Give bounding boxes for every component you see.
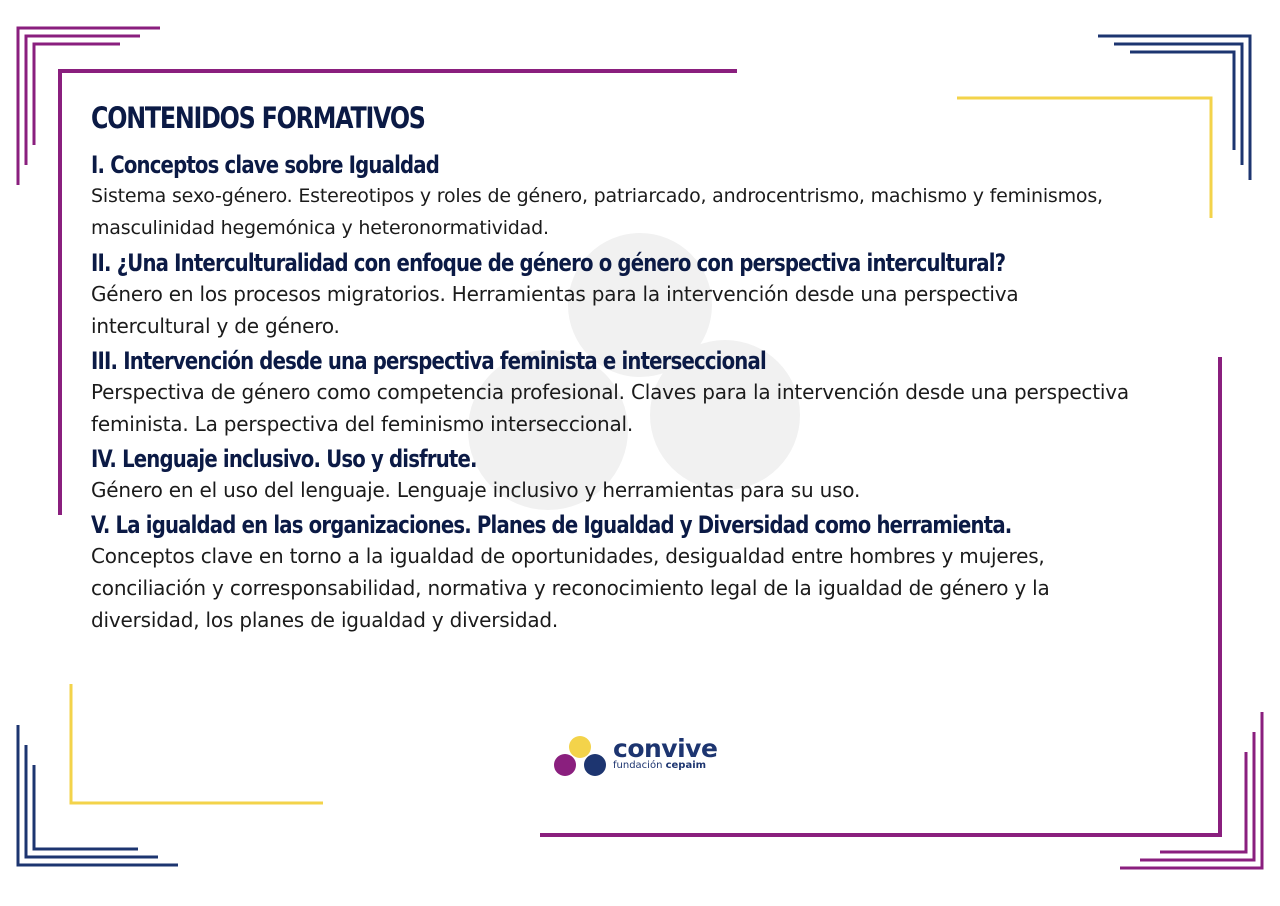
section-1 [91, 150, 1201, 244]
body-line: Género en los procesos migratorios. Herramientas para la intervención desde una perspectiva [91, 282, 1019, 306]
body-line: masculinidad hegemónica y heteronormatividad. [91, 217, 549, 239]
section-2 [91, 248, 1201, 342]
convive-logo [552, 734, 727, 778]
section-heading: II. ¿Una Interculturalidad con enfoque de género o género con perspectiva intercultural? [91, 249, 1006, 277]
body-line: diversidad, los planes de igualdad y diversidad. [91, 608, 559, 632]
body-line: conciliación y corresponsabilidad, normativa y reconocimiento legal de la igualdad de género y la [91, 576, 1050, 600]
logo-sub-prefix: fundación [613, 760, 666, 771]
three-circles-icon [552, 734, 610, 778]
body-line: Conceptos clave en torno a la igualdad de oportunidades, desigualdad entre hombres y mujeres, [91, 544, 1045, 568]
section-body [91, 278, 1201, 342]
section-3 [91, 346, 1201, 440]
logo-subtitle [613, 760, 706, 771]
logo-name: convive [613, 734, 718, 763]
body-line: feminista. La perspectiva del feminismo interseccional. [91, 412, 634, 436]
page-title: CONTENIDOS FORMATIVOS [91, 101, 425, 135]
section-5 [91, 510, 1201, 636]
section-body [91, 474, 1201, 506]
section-body [91, 180, 1201, 244]
section-heading: I. Conceptos clave sobre Igualdad [91, 151, 440, 179]
body-line: Género en el uso del lenguaje. Lenguaje inclusivo y herramientas para su uso. [91, 478, 861, 502]
section-body [91, 540, 1201, 636]
body-line: Sistema sexo-género. Estereotipos y roles de género, patriarcado, androcentrismo, machismo y feminismos, [91, 185, 1103, 207]
body-line: Perspectiva de género como competencia profesional. Claves para la intervención desde una perspectiva [91, 380, 1129, 404]
content-area [91, 100, 1201, 640]
section-heading: V. La igualdad en las organizaciones. Planes de Igualdad y Diversidad como herramienta. [91, 511, 1012, 539]
section-4 [91, 444, 1201, 506]
logo-sub-brand: cepaim [665, 760, 707, 771]
body-line: intercultural y de género. [91, 314, 340, 338]
section-heading: III. Intervención desde una perspectiva feminista e interseccional [91, 347, 766, 375]
section-heading: IV. Lenguaje inclusivo. Uso y disfrute. [91, 445, 477, 473]
section-body [91, 376, 1201, 440]
